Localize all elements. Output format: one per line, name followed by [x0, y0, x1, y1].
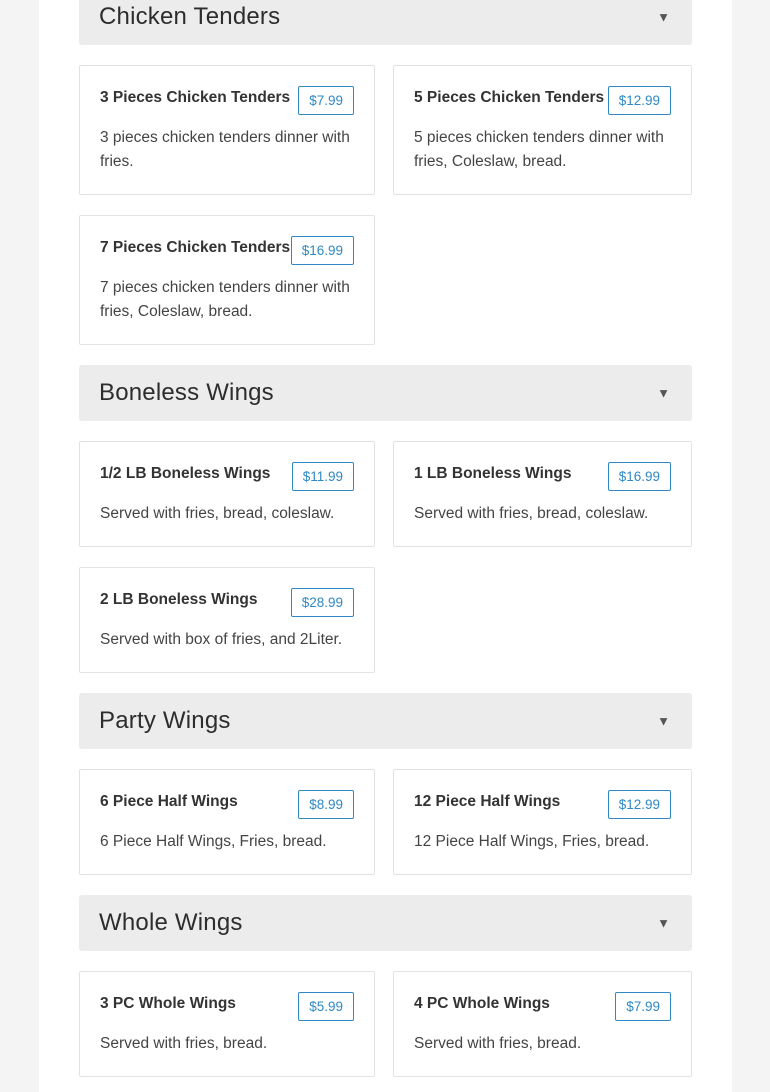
item-name: 3 Pieces Chicken Tenders — [100, 89, 291, 106]
item-name: 2 LB Boneless Wings — [100, 591, 258, 608]
chevron-down-icon[interactable]: ▼ — [657, 385, 670, 401]
price-button[interactable]: $11.99 — [292, 462, 354, 491]
price-button[interactable]: $7.99 — [298, 86, 354, 115]
section-title: Boneless Wings — [99, 379, 274, 406]
menu-item-card[interactable] — [393, 769, 692, 875]
price-button[interactable]: $5.99 — [298, 992, 354, 1021]
item-name: 6 Piece Half Wings — [100, 793, 238, 810]
item-description: 12 Piece Half Wings, Fries, bread. — [414, 833, 650, 850]
menu-item-card[interactable] — [393, 971, 692, 1077]
item-description: Served with fries, bread. — [100, 1035, 268, 1052]
menu-page — [39, 0, 732, 1092]
item-description: Served with fries, bread, coleslaw. — [414, 505, 649, 522]
menu-item-card[interactable] — [79, 215, 375, 345]
item-description: Served with fries, bread, coleslaw. — [100, 505, 335, 522]
item-name: 5 Pieces Chicken Tenders — [414, 89, 605, 106]
menu-item-card[interactable] — [393, 441, 692, 547]
price-button[interactable]: $16.99 — [608, 462, 671, 491]
item-description: 5 pieces chicken tenders dinner with fries, Coleslaw, bread. — [414, 129, 664, 170]
item-name: 1/2 LB Boneless Wings — [100, 465, 271, 482]
item-name: 1 LB Boneless Wings — [414, 465, 572, 482]
chevron-down-icon[interactable]: ▼ — [657, 9, 670, 25]
section-title: Chicken Tenders — [99, 3, 281, 30]
menu-item-card[interactable] — [393, 65, 692, 195]
item-description: Served with fries, bread. — [414, 1035, 582, 1052]
menu-item-card[interactable] — [79, 971, 375, 1077]
menu-item-card[interactable] — [79, 65, 375, 195]
section-header-boneless-wings[interactable] — [79, 365, 692, 421]
price-button[interactable]: $12.99 — [608, 790, 671, 819]
item-description: Served with box of fries, and 2Liter. — [100, 631, 343, 648]
item-name: 4 PC Whole Wings — [414, 995, 550, 1012]
chevron-down-icon[interactable]: ▼ — [657, 713, 670, 729]
item-name: 3 PC Whole Wings — [100, 995, 236, 1012]
item-name: 12 Piece Half Wings — [414, 793, 561, 810]
item-description: 6 Piece Half Wings, Fries, bread. — [100, 833, 327, 850]
section-header-whole-wings[interactable] — [79, 895, 692, 951]
price-button[interactable]: $8.99 — [298, 790, 354, 819]
chevron-down-icon[interactable]: ▼ — [657, 915, 670, 931]
item-description: 7 pieces chicken tenders dinner with fries, Coleslaw, bread. — [100, 279, 350, 320]
price-button[interactable]: $7.99 — [615, 992, 671, 1021]
section-header-party-wings[interactable] — [79, 693, 692, 749]
item-name: 7 Pieces Chicken Tenders — [100, 239, 291, 256]
menu-item-card[interactable] — [79, 441, 375, 547]
item-description: 3 pieces chicken tenders dinner with fries. — [100, 129, 350, 170]
section-title: Whole Wings — [99, 909, 243, 936]
menu-item-card[interactable] — [79, 769, 375, 875]
section-title: Party Wings — [99, 707, 231, 734]
price-button[interactable]: $16.99 — [291, 236, 354, 265]
menu-item-card[interactable] — [79, 567, 375, 673]
price-button[interactable]: $28.99 — [291, 588, 354, 617]
price-button[interactable]: $12.99 — [608, 86, 671, 115]
section-header-chicken-tenders[interactable] — [79, 0, 692, 45]
